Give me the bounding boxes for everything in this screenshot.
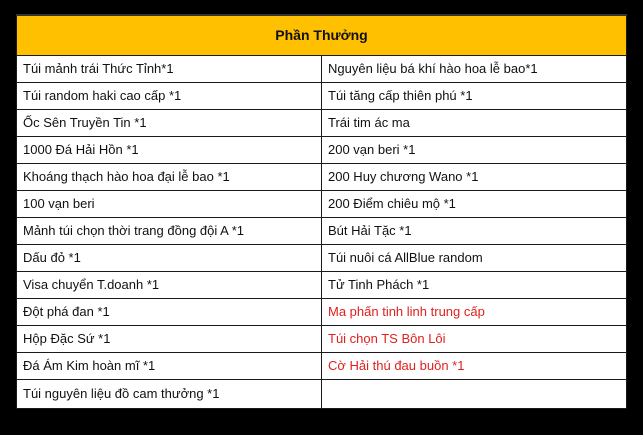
table-row — [17, 137, 627, 164]
reward-cell-left: 1000 Đá Hải Hồn *1 — [17, 137, 322, 164]
table-row — [17, 110, 627, 137]
reward-cell-right-highlight: Cờ Hải thú đau buồn *1 — [322, 353, 627, 380]
table-row — [17, 83, 627, 110]
reward-cell-left: 100 vạn beri — [17, 191, 322, 218]
table-row — [17, 164, 627, 191]
reward-cell-right: 200 Điểm chiêu mộ *1 — [322, 191, 627, 218]
table-row — [17, 380, 627, 409]
reward-cell-right: 200 vạn beri *1 — [322, 137, 627, 164]
reward-cell-left: Túi mảnh trái Thức Tỉnh*1 — [17, 56, 322, 83]
table-row — [17, 191, 627, 218]
reward-cell-right-highlight: Túi chọn TS Bôn Lôi — [322, 326, 627, 353]
table-row — [17, 56, 627, 83]
reward-cell-left: Hộp Đặc Sứ *1 — [17, 326, 322, 353]
reward-cell-right: Nguyên liệu bá khí hào hoa lễ bao*1 — [322, 56, 627, 83]
table-row — [17, 353, 627, 380]
reward-cell-left: Visa chuyển T.doanh *1 — [17, 272, 322, 299]
reward-cell-left: Đá Ám Kim hoàn mĩ *1 — [17, 353, 322, 380]
reward-cell-left: Túi random haki cao cấp *1 — [17, 83, 322, 110]
reward-cell-left: Đột phá đan *1 — [17, 299, 322, 326]
reward-cell-left: Dấu đỏ *1 — [17, 245, 322, 272]
reward-cell-right: Túi nuôi cá AllBlue random — [322, 245, 627, 272]
header-row — [17, 15, 627, 56]
reward-cell-right-highlight: Ma phấn tinh linh trung cấp — [322, 299, 627, 326]
reward-cell-left: Ốc Sên Truyền Tin *1 — [17, 110, 322, 137]
table-row — [17, 299, 627, 326]
reward-cell-right: Túi tăng cấp thiên phú *1 — [322, 83, 627, 110]
reward-cell-left: Mảnh túi chọn thời trang đồng đội A *1 — [17, 218, 322, 245]
reward-cell-left: Túi nguyên liệu đồ cam thưởng *1 — [17, 380, 322, 409]
reward-cell-right-empty — [322, 380, 627, 409]
reward-cell-right: Bút Hải Tặc *1 — [322, 218, 627, 245]
table-row — [17, 218, 627, 245]
rewards-table — [16, 14, 627, 409]
table-row — [17, 326, 627, 353]
rewards-title: Phần Thưởng — [17, 15, 627, 56]
reward-cell-right: 200 Huy chương Wano *1 — [322, 164, 627, 191]
reward-cell-right: Trái tim ác ma — [322, 110, 627, 137]
reward-cell-left: Khoáng thạch hào hoa đại lễ bao *1 — [17, 164, 322, 191]
table-row — [17, 272, 627, 299]
reward-cell-right: Tử Tinh Phách *1 — [322, 272, 627, 299]
table-row — [17, 245, 627, 272]
